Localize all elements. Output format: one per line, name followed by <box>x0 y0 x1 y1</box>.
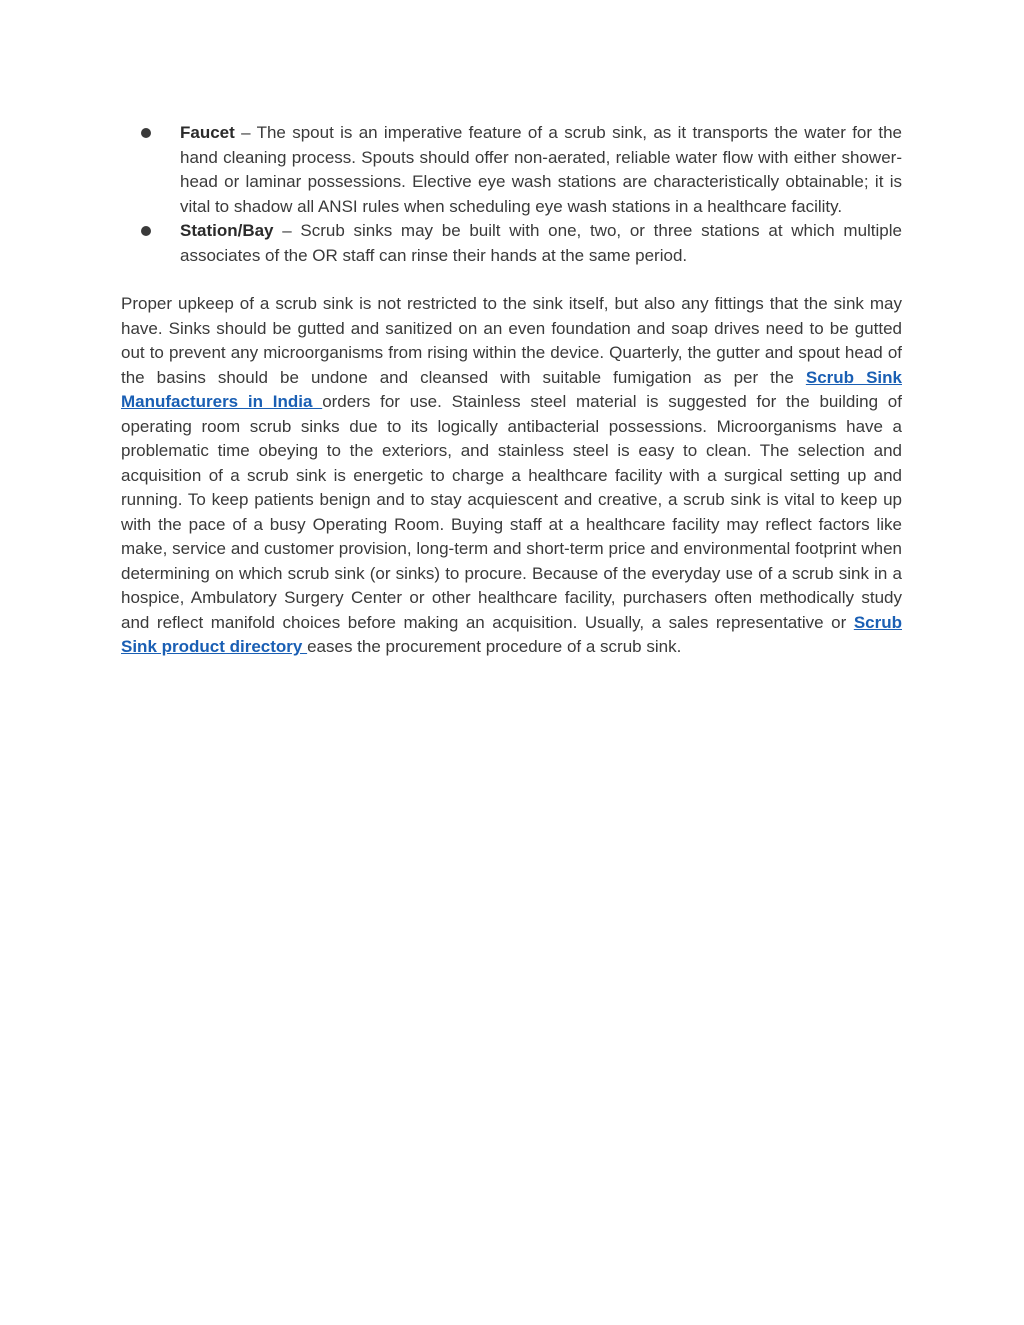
link-scrub-sink-product-directory[interactable]: Scrub Sink product directory <box>121 612 902 656</box>
bullet-icon <box>141 128 151 138</box>
paragraph-text-1: Proper upkeep of a scrub sink is not restricted to the sink itself, but also any fittings that the sink may have. Sinks should be gutted and sanitized on an even foundation and soap drives need to be gutted out to prevent any microorganisms from rising within the device. Quarterly, the gutter and spout head of the basins should be undone and cleansed with suitable fumigation as per the <box>121 294 902 387</box>
list-item-station-bay <box>121 219 902 268</box>
bullet-text: – The spout is an imperative feature of a scrub sink, as it transports the water for the hand cleaning process. Spouts should offer non-aerated, reliable water flow with either shower-head or laminar possessions. Elective eye wash stations are characteristically obtainable; it is vital to shadow all ANSI rules when scheduling eye wash stations in a healthcare facility. <box>180 123 902 216</box>
bullet-term: Station/Bay <box>180 221 274 240</box>
body-paragraph <box>121 292 902 660</box>
bullet-term: Faucet <box>180 123 235 142</box>
bullet-list <box>121 121 902 268</box>
bullet-text: – Scrub sinks may be built with one, two, or three stations at which multiple associates of the OR staff can rinse their hands at the same period. <box>180 221 902 265</box>
list-item-faucet <box>121 121 902 219</box>
paragraph-text-2: orders for use. Stainless steel material is suggested for the building of operating room scrub sinks due to its logically antibacterial possessions. Microorganisms have a problematic time obeying to the exteriors, and stainless steel is easy to clean. The selection and acquisition of a scrub sink is energetic to charge a healthcare facility with a surgical setting up and running. To keep patients benign and to stay acquiescent and creative, a scrub sink is vital to keep up with the pace of a busy Operating Room. Buying staff at a healthcare facility may reflect factors like make, service and customer provision, long-term and short-term price and environmental footprint when determining on which scrub sink (or sinks) to procure. Because of the everyday use of a scrub sink in a hospice, Ambulatory Surgery Center or other healthcare facility, purchasers often methodically study and reflect manifold choices before making an acquisition. Usually, a sales representative or <box>121 392 902 632</box>
link-scrub-sink-manufacturers[interactable]: Scrub Sink Manufacturers in India <box>121 367 902 411</box>
document-page <box>121 121 902 660</box>
bullet-icon <box>141 226 151 236</box>
paragraph-text-3: eases the procurement procedure of a scrub sink. <box>307 637 682 656</box>
